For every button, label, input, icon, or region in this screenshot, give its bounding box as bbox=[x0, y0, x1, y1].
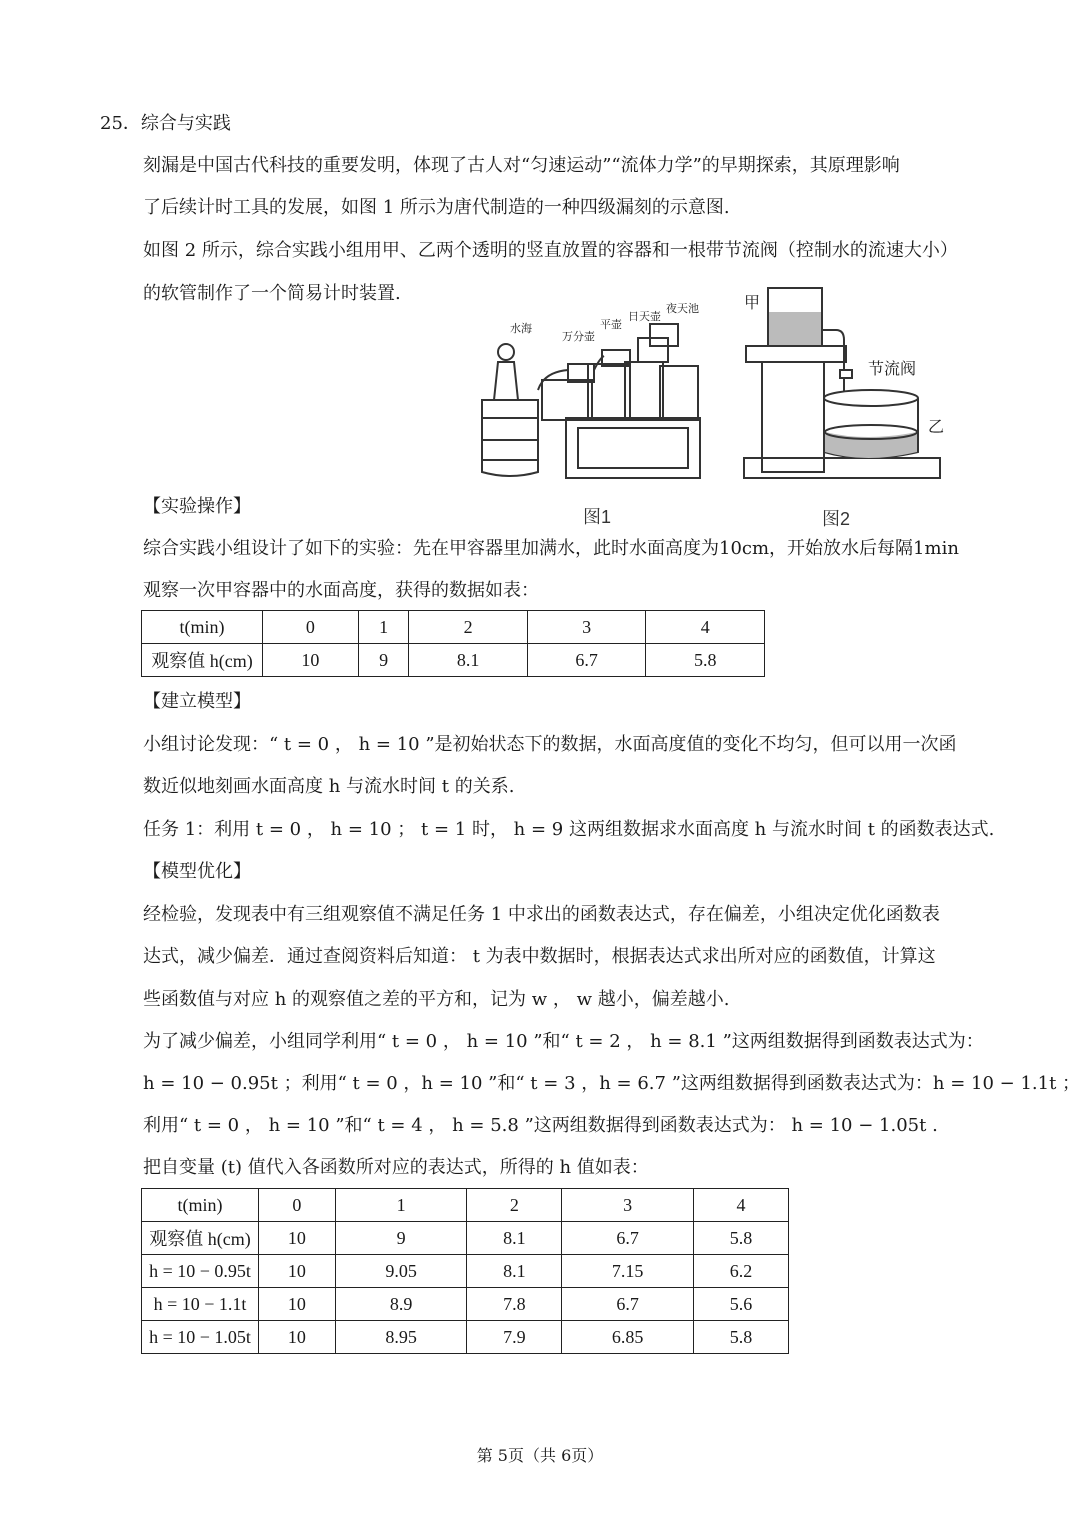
figure-1-caption: 图1 bbox=[583, 507, 612, 527]
question-heading bbox=[100, 112, 231, 136]
fig1-label-pot-4: 夜天池 bbox=[666, 302, 699, 315]
table-cell: 3 bbox=[527, 611, 646, 644]
data-table-2 bbox=[141, 1188, 789, 1354]
table-cell: 3 bbox=[562, 1189, 693, 1222]
table-cell: 8.95 bbox=[335, 1321, 466, 1354]
section-experiment: 【实验操作】 bbox=[143, 496, 251, 517]
figure-2-timer-device bbox=[740, 282, 950, 492]
experiment-line-1: 综合实践小组设计了如下的实验：先在甲容器里加满水，此时水面高度为10cm，开始放水后每隔1min bbox=[143, 538, 959, 559]
table-row bbox=[142, 1321, 789, 1354]
table-cell: 6.7 bbox=[527, 644, 646, 677]
fig2-label-yi: 乙 bbox=[928, 417, 945, 436]
optimize-line-6: 利用“ t = 0 ， h = 10 ”和“ t = 4 ， h = 5.8 ”这两组数据得到函数表达式为： h = 10 − 1.05t . bbox=[143, 1115, 938, 1136]
table-cell: 7.15 bbox=[562, 1255, 693, 1288]
intro-line-1: 刻漏是中国古代科技的重要发明，体现了古人对“匀速运动”“流体力学”的早期探索，其原理影响 bbox=[143, 155, 900, 176]
fig1-label-pot-1: 万分壶 bbox=[562, 330, 595, 343]
table-cell: 2 bbox=[467, 1189, 562, 1222]
table-cell: 6.7 bbox=[562, 1222, 693, 1255]
table-cell: 5.8 bbox=[646, 644, 765, 677]
optimize-line-4: 为了减少偏差，小组同学利用“ t = 0 ， h = 10 ”和“ t = 2 ， h = 8.1 ”这两组数据得到函数表达式为： bbox=[143, 1031, 984, 1052]
table-cell: 6.85 bbox=[562, 1321, 693, 1354]
table-cell: h = 10 − 1.1t bbox=[142, 1288, 259, 1321]
table-row bbox=[142, 1222, 789, 1255]
task-1: 任务 1：利用 t = 0 ， h = 10 ； t = 1 时， h = 9 这两组数据求水面高度 h 与流水时间 t 的函数表达式. bbox=[143, 819, 995, 840]
intro-line-4: 的软管制作了一个简易计时装置. bbox=[143, 283, 401, 304]
table-cell: 0 bbox=[263, 611, 359, 644]
table-cell: 7.8 bbox=[467, 1288, 562, 1321]
fig2-label-valve: 节流阀 bbox=[868, 359, 917, 378]
question-title: 综合与实践 bbox=[140, 113, 231, 134]
table-cell: 7.9 bbox=[467, 1321, 562, 1354]
model-line-2: 数近似地刻画水面高度 h 与流水时间 t 的关系. bbox=[143, 776, 515, 797]
table-cell: 6.2 bbox=[693, 1255, 788, 1288]
table-cell: 9 bbox=[358, 644, 408, 677]
table-row bbox=[142, 1189, 789, 1222]
table-cell: 8.1 bbox=[467, 1255, 562, 1288]
fig1-label-pot-3: 日天壶 bbox=[628, 310, 661, 323]
table-cell: 4 bbox=[646, 611, 765, 644]
table-cell: 8.1 bbox=[467, 1222, 562, 1255]
question-number: 25． bbox=[100, 113, 141, 134]
table-cell: 观察值 h(cm) bbox=[142, 644, 263, 677]
table-row bbox=[142, 1288, 789, 1321]
table-row bbox=[142, 1255, 789, 1288]
optimize-line-2: 达式，减少偏差．通过查阅资料后知道： t 为表中数据时，根据表达式求出所对应的函数值，计算这 bbox=[143, 946, 936, 967]
table-cell: h = 10 − 1.05t bbox=[142, 1321, 259, 1354]
figure-2-caption: 图2 bbox=[822, 509, 851, 529]
section-model: 【建立模型】 bbox=[143, 691, 251, 712]
table-cell: 8.9 bbox=[335, 1288, 466, 1321]
table-cell: 4 bbox=[693, 1189, 788, 1222]
table-cell: 10 bbox=[259, 1321, 336, 1354]
figure-1-clepsydra bbox=[470, 300, 710, 500]
optimize-line-1: 经检验，发现表中有三组观察值不满足任务 1 中求出的函数表达式，存在偏差，小组决定优化函数表 bbox=[143, 904, 940, 925]
table-cell: 9.05 bbox=[335, 1255, 466, 1288]
table-cell: 观察值 h(cm) bbox=[142, 1222, 259, 1255]
table-cell: 10 bbox=[259, 1255, 336, 1288]
experiment-line-2: 观察一次甲容器中的水面高度，获得的数据如表： bbox=[143, 580, 539, 601]
fig2-label-jia: 甲 bbox=[744, 293, 761, 312]
table-cell: 1 bbox=[358, 611, 408, 644]
table-cell: 5.6 bbox=[693, 1288, 788, 1321]
data-table-1 bbox=[141, 610, 765, 677]
optimize-line-5: h = 10 − 0.95t ；利用“ t = 0 ，h = 10 ”和“ t = 3 ，h = 6.7 ”这两组数据得到函数表达式为：h = 10 − 1.1t ； bbox=[143, 1073, 1080, 1094]
model-line-1: 小组讨论发现：“ t = 0 ， h = 10 ”是初始状态下的数据，水面高度值的变化不均匀，但可以用一次函 bbox=[143, 734, 957, 755]
fig1-label-pot-2: 平壶 bbox=[600, 318, 622, 331]
table-cell: 8.1 bbox=[409, 644, 528, 677]
table-cell: 0 bbox=[259, 1189, 336, 1222]
intro-line-2: 了后续计时工具的发展，如图 1 所示为唐代制造的一种四级漏刻的示意图. bbox=[143, 197, 730, 218]
page-footer: 第 5页（共 6页） bbox=[476, 1446, 604, 1465]
table-cell: 6.7 bbox=[562, 1288, 693, 1321]
table-row bbox=[142, 611, 765, 644]
table-cell: t(min) bbox=[142, 611, 263, 644]
table-cell: 5.8 bbox=[693, 1321, 788, 1354]
table-cell: 2 bbox=[409, 611, 528, 644]
table-cell: 5.8 bbox=[693, 1222, 788, 1255]
table-cell: 1 bbox=[335, 1189, 466, 1222]
table-cell: 10 bbox=[259, 1288, 336, 1321]
section-optimize: 【模型优化】 bbox=[143, 861, 251, 882]
table-cell: h = 10 − 0.95t bbox=[142, 1255, 259, 1288]
table-cell: 10 bbox=[263, 644, 359, 677]
table-row bbox=[142, 644, 765, 677]
optimize-line-7: 把自变量 (t) 值代入各函数所对应的表达式，所得的 h 值如表： bbox=[143, 1157, 649, 1178]
table-cell: t(min) bbox=[142, 1189, 259, 1222]
intro-line-3: 如图 2 所示，综合实践小组用甲、乙两个透明的竖直放置的容器和一根带节流阀（控制水的流速大小） bbox=[143, 240, 958, 261]
optimize-line-3: 些函数值与对应 h 的观察值之差的平方和，记为 w ， w 越小，偏差越小. bbox=[143, 989, 730, 1010]
table-cell: 10 bbox=[259, 1222, 336, 1255]
table-cell: 9 bbox=[335, 1222, 466, 1255]
fig1-label-water: 水海 bbox=[510, 322, 532, 335]
